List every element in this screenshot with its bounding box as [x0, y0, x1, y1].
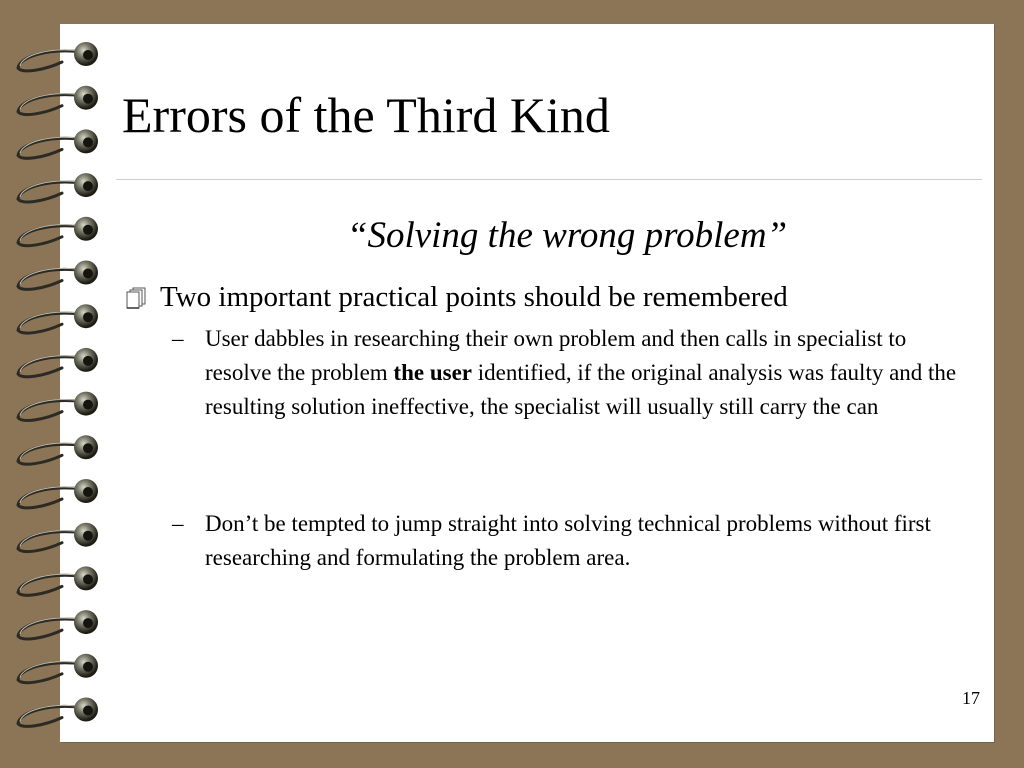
title-divider — [116, 179, 982, 180]
spiral-coil — [18, 654, 98, 683]
spiral-coil — [18, 523, 98, 552]
spiral-coil — [18, 261, 98, 290]
dash-marker: – — [172, 511, 184, 536]
page-number: 17 — [962, 688, 980, 708]
spiral-binding-icon — [0, 0, 120, 768]
sub-point-1-emphasis: the user — [393, 360, 472, 385]
spiral-coil — [18, 304, 98, 333]
slide-title: Errors of the Third Kind — [122, 87, 610, 143]
spiral-coil — [18, 129, 98, 158]
spiral-coil — [18, 42, 98, 71]
sub-point-1-text-end: identified, if the original analysis was faulty and the resulting solution ineffective, the specialist will usually still carry the can — [205, 360, 957, 419]
dash-marker: – — [172, 326, 184, 351]
sub-point-1-text-start: User dabbles in researching their own problem and then calls in specialist to resolve the problem — [205, 326, 907, 385]
spiral-coil — [18, 610, 98, 639]
sub-point-1-text — [205, 322, 965, 424]
spiral-coil — [18, 392, 98, 421]
spiral-coil — [18, 86, 98, 115]
spiral-coil — [18, 566, 98, 595]
spiral-coil — [18, 173, 98, 202]
spiral-coil — [18, 698, 98, 727]
stacked-papers-icon — [124, 286, 148, 310]
main-point-text: Two important practical points should be remembered — [160, 281, 788, 313]
slide-subtitle: “Solving the wrong problem” — [346, 215, 788, 256]
spiral-coil — [18, 435, 98, 464]
sub-point-2-text: Don’t be tempted to jump straight into solving technical problems without first researching and formulating the problem area. — [205, 511, 931, 570]
spiral-coil — [18, 479, 98, 508]
spiral-coil — [18, 348, 98, 377]
